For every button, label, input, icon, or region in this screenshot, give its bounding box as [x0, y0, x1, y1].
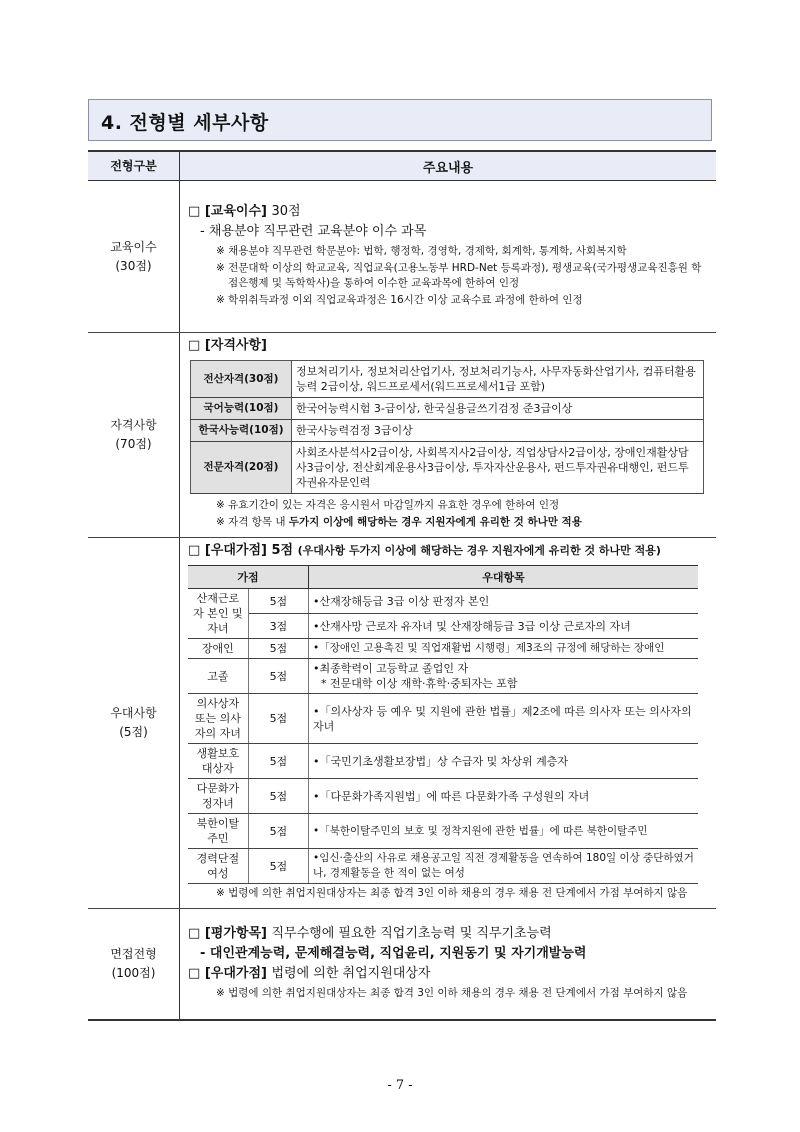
license-content — [180, 333, 717, 538]
interview-content — [180, 909, 717, 1021]
license-row-desc: 한국사능력검정 3급이상 — [292, 420, 704, 442]
license-head — [188, 336, 710, 356]
preference-points-value: 5점 — [248, 659, 308, 694]
preference-row — [188, 849, 698, 884]
interview-note: ※ 법령에 의한 취업지원대상자는 최종 합격 3인 이하 채용의 경우 채용 전 단계에서 가점 부여하지 않음 — [216, 986, 688, 999]
license-row-name: 한국사능력(10점) — [191, 420, 292, 442]
interview-head-2 — [188, 964, 710, 984]
license-row-desc: 사회조사분석사2급이상, 사회복지사2급이상, 직업상담사2급이상, 장애인재활상담사3급이상, 전산회계운용사3급이상, 투자자산운용사, 펀드투자권유대행인, 펀드투자권유자문인력 — [292, 442, 704, 494]
row-education — [88, 181, 716, 333]
row-license — [88, 333, 716, 538]
preference-row — [188, 614, 698, 639]
preference-points-value: 5점 — [248, 779, 308, 814]
preference-points-value: 5점 — [248, 639, 308, 659]
checkbox-icon: □ — [188, 543, 201, 558]
preference-desc: •최종학력이 고등학교 졸업인 자 — [313, 662, 469, 675]
preference-header-row — [188, 566, 698, 589]
preference-group: 생활보호대상자 — [188, 744, 248, 779]
preference-label: 우대사항 — [110, 706, 157, 720]
preference-note: ※ 법령에 의한 취업지원대상자는 최종 합격 3인 이하 채용의 경우 채용 전 단계에서 가점 부여하지 않음 — [216, 887, 688, 899]
preference-desc: •「북한이탈주민의 보호 및 정착지원에 관한 법률」에 따른 북한이탈주민 — [309, 814, 699, 849]
preference-desc: •산재장해등급 3급 이상 판정자 본인 — [309, 589, 699, 614]
license-row-desc: 정보처리기사, 정보처리산업기사, 정보처리기능사, 사무자동화산업기사, 컴퓨터활용능력 2급이상, 워드프로세서(워드프로세서1급 포함) — [292, 361, 704, 398]
license-label: 자격사항 — [110, 418, 157, 432]
preference-desc: •「장애인 고용촉진 및 직업재활법 시행령」제3조의 규정에 해당하는 장애인 — [309, 639, 699, 659]
preference-desc: •「국민기초생활보장법」상 수급자 및 차상위 계층자 — [309, 744, 699, 779]
preference-head-paren: (우대사항 두가지 이상에 해당하는 경우 지원자에게 유리한 것 하나만 적용) — [297, 544, 661, 557]
checkbox-icon: □ — [188, 338, 201, 353]
preference-head-title: [우대가점] 5점 — [204, 543, 294, 558]
preference-group: 산재근로자 본인 및 자녀 — [188, 589, 248, 639]
preference-col-items: 우대항목 — [309, 566, 699, 589]
license-note-2-prefix: ※ 자격 항목 내 — [216, 516, 289, 528]
preference-group: 북한이탈주민 — [188, 814, 248, 849]
row-preference — [88, 538, 716, 909]
checkbox-icon: □ — [188, 965, 201, 981]
license-points: (70점) — [115, 437, 152, 451]
license-row-name: 국어능력(10점) — [191, 398, 292, 420]
preference-row — [188, 814, 698, 849]
license-row-name: 전문자격(20점) — [191, 442, 292, 494]
preference-points-value: 5점 — [248, 849, 308, 884]
education-note-3: ※ 학위취득과정 이외 직업교육과정은 16시간 이상 교육수료 과정에 한하여 인정 — [216, 293, 583, 306]
education-label: 교육이수 — [110, 239, 157, 254]
education-note-1: ※ 채용분야 직무관련 학문분야: 법학, 행정학, 경영학, 경제학, 회계학, 통계학, 사회복지학 — [216, 244, 627, 257]
preference-points-value: 5점 — [248, 694, 308, 744]
interview-head-1-title: [평가항목] — [204, 925, 267, 941]
preference-points-value: 5점 — [248, 589, 308, 614]
preference-desc-cell — [309, 659, 699, 694]
license-row — [191, 442, 704, 494]
license-row — [191, 398, 704, 420]
preference-points-value: 5점 — [248, 814, 308, 849]
license-table — [190, 360, 704, 494]
education-head — [188, 202, 710, 222]
preference-points: (5점) — [119, 725, 148, 739]
education-head-points: 30점 — [271, 203, 301, 219]
row-interview — [88, 909, 716, 1021]
preference-row — [188, 659, 698, 694]
preference-row — [188, 779, 698, 814]
interview-head-1 — [188, 924, 710, 944]
preference-group: 고졸 — [188, 659, 248, 694]
education-head-title: [교육이수] — [204, 203, 267, 219]
license-head-title: [자격사항] — [204, 338, 267, 353]
license-note-1: ※ 유효기간이 있는 자격은 응시원서 마감일까지 유효한 경우에 한하여 인정 — [216, 499, 560, 511]
license-row — [191, 420, 704, 442]
preference-table — [188, 565, 698, 884]
education-label-cell — [88, 181, 180, 333]
preference-row — [188, 744, 698, 779]
preference-desc: •「다문화가족지원법」에 따른 다문화가족 구성원의 자녀 — [309, 779, 699, 814]
checkbox-icon: □ — [188, 203, 201, 219]
license-row-name: 전산자격(30점) — [191, 361, 292, 398]
interview-head-2-rest: 법령에 의한 취업지원대상자 — [271, 965, 431, 981]
interview-label-cell — [88, 909, 180, 1021]
preference-head — [188, 541, 710, 561]
section-title-box — [88, 99, 712, 141]
interview-head-1-rest: 직무수행에 필요한 직업기초능력 및 직무기초능력 — [271, 925, 552, 941]
license-row-desc: 한국어능력시험 3-급이상, 한국실용글쓰기검정 준3급이상 — [292, 398, 704, 420]
preference-desc-sub: * 전문대학 이상 재학·휴학·중퇴자는 포함 — [321, 677, 518, 690]
preference-group: 경력단절여성 — [188, 849, 248, 884]
interview-sub: - 대인관계능력, 문제해결능력, 직업윤리, 지원동기 및 자기개발능력 — [200, 945, 587, 961]
preference-row — [188, 639, 698, 659]
selection-criteria-table — [88, 150, 716, 1021]
preference-points-value: 3점 — [248, 614, 308, 639]
preference-group: 다문화가정자녀 — [188, 779, 248, 814]
section-title: 4. 전형별 세부사항 — [101, 112, 269, 134]
checkbox-icon: □ — [188, 925, 201, 941]
preference-content — [180, 538, 717, 909]
license-note-2-bold: 두가지 이상에 해당하는 경우 지원자에게 유리한 것 하나만 적용 — [288, 516, 582, 528]
preference-desc: •산재사망 근로자 유자녀 및 산재장해등급 3급 이상 근로자의 자녀 — [309, 614, 699, 639]
preference-points-value: 5점 — [248, 744, 308, 779]
header-category: 전형구분 — [88, 151, 180, 181]
preference-desc: •「의사상자 등 예우 및 지원에 관한 법률」제2조에 따른 의사자 또는 의사자의 자녀 — [309, 694, 699, 744]
interview-points: (100점) — [111, 966, 156, 980]
header-row — [88, 151, 716, 181]
preference-row — [188, 694, 698, 744]
interview-label: 면접전형 — [110, 947, 157, 961]
interview-head-2-title: [우대가점] — [204, 965, 267, 981]
license-note-2 — [208, 515, 710, 530]
education-points: (30점) — [115, 258, 152, 273]
education-content — [180, 181, 717, 333]
header-content: 주요내용 — [180, 151, 717, 181]
education-note-2: ※ 전문대학 이상의 학교교육, 직업교육(고용노동부 HRD-Net 등록과정), 평생교육(국가평생교육진흥원 학점은행제 및 독학학사)을 통하여 이수한 교육과목에 한하여 인정 — [216, 261, 702, 289]
preference-col-points: 가점 — [188, 566, 309, 589]
preference-group: 장애인 — [188, 639, 248, 659]
preference-group: 의사상자 또는 의사자의 자녀 — [188, 694, 248, 744]
license-row — [191, 361, 704, 398]
preference-row — [188, 589, 698, 614]
page-number: - 7 - — [387, 1078, 413, 1093]
preference-desc: •임신·출산의 사유로 채용공고일 직전 경제활동을 연속하여 180일 이상 중단하였거나, 경제활동을 한 적이 없는 여성 — [309, 849, 699, 884]
education-sub: - 채용분야 직무관련 교육분야 이수 과목 — [200, 223, 427, 239]
license-label-cell — [88, 333, 180, 538]
preference-label-cell — [88, 538, 180, 909]
